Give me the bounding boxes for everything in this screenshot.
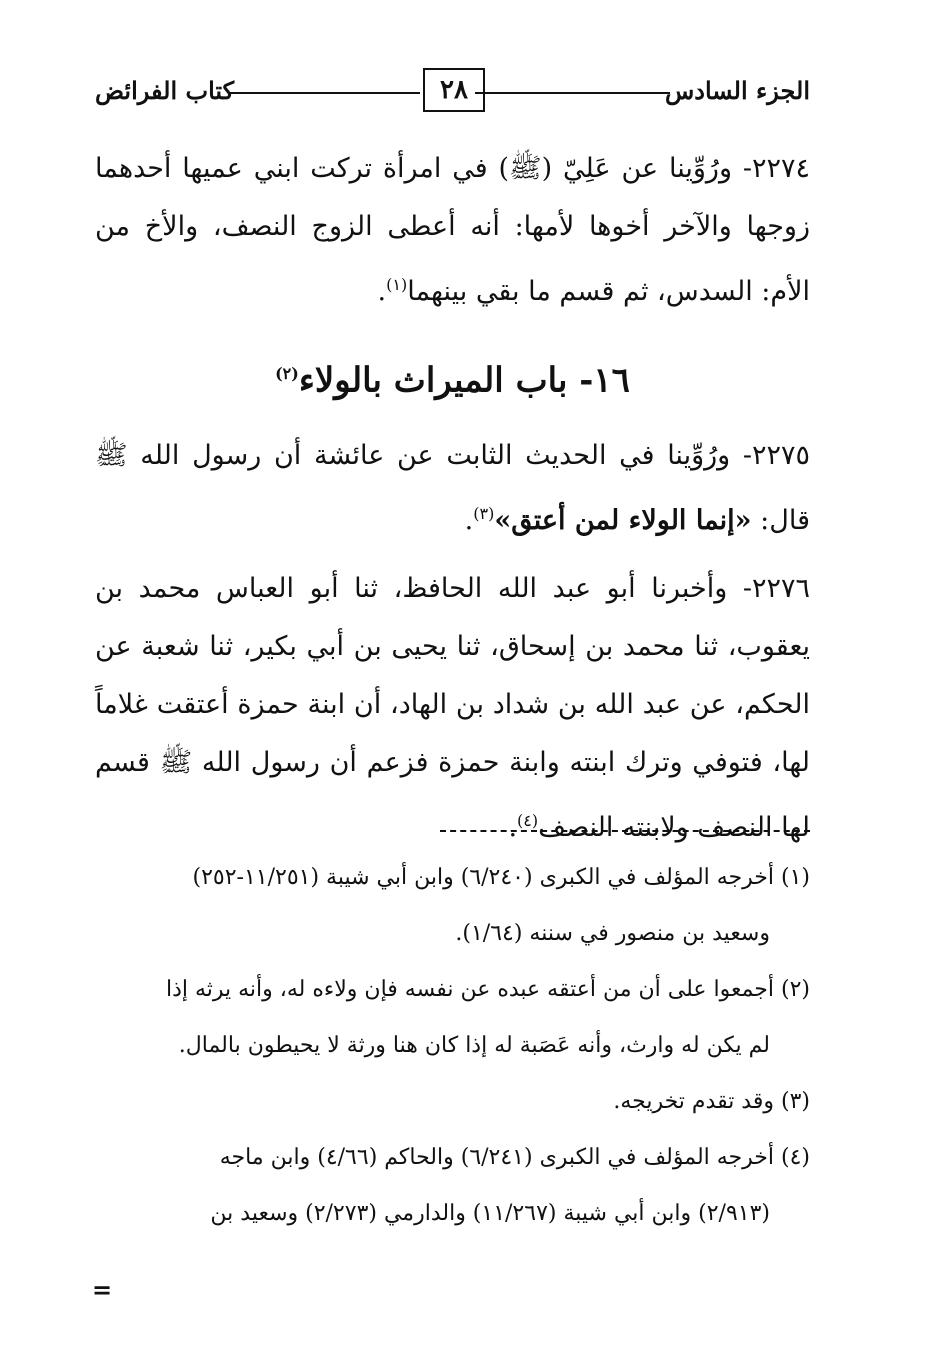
footnote-ref-1: (١) xyxy=(386,275,408,294)
hadith-2274-text: ٢٢٧٤- ورُوِّينا عن عَلِيّ (ﷺ) في امرأة تركت ابني عميها أحدهما زوجها والآخر أخوها لأمها: أنه أعطى الزوج النصف، والأخ من الأم: السدس، ثم قسم ما بقي بينهما xyxy=(95,153,810,307)
footnote-separator xyxy=(440,830,810,832)
hadith-2275-end: . xyxy=(464,505,474,537)
footnote-1-line-1: (١) أخرجه المؤلف في الكبرى (٦/٢٤٠) وابن أبي شيبة (١١/٢٥١-٢٥٢) xyxy=(192,865,810,890)
header-rule-left xyxy=(230,92,420,94)
hadith-2275 xyxy=(95,427,810,550)
hadith-2276-text: ٢٢٧٦- وأخبرنا أبو عبد الله الحافظ، ثنا أبو العباس محمد بن يعقوب، ثنا محمد بن إسحاق، ثنا يحيى بن أبي بكير، ثنا شعبة عن الحكم، عن عبد الله بن شداد بن الهاد، أن ابنة حمزة أعتقت غلاماً لها، فتوفي وترك ابنته وابنة حمزة فزعم أن رسول الله ﷺ قسم لها النصف ولابنته النصف xyxy=(95,573,810,844)
chapter-heading xyxy=(95,349,810,405)
book-title: كتاب الفرائض xyxy=(95,76,235,105)
footnote-4 xyxy=(95,1130,810,1242)
chapter-heading-text: ١٦- باب الميراث بالولاء xyxy=(298,360,630,401)
footnote-ref-2: (٢) xyxy=(275,364,299,383)
hadith-2274-end: . xyxy=(377,276,387,307)
hadith-2276-end: . xyxy=(508,812,518,844)
main-text xyxy=(95,140,810,857)
footnotes xyxy=(95,850,810,1242)
footnote-4-line-2: (٢/٩١٣) وابن أبي شيبة (١١/٢٦٧) والدارمي (٢/٢٧٣) وسعيد بن xyxy=(210,1201,770,1226)
continuation-mark: = xyxy=(92,1275,113,1304)
hadith-2275-quote: «إنما الولاء لمن أعتق» xyxy=(494,505,752,537)
header-rule-right xyxy=(475,92,670,94)
footnote-2-line-2: لم يكن له وارث، وأنه عَصَبة له إذا كان هنا ورثة لا يحيطون بالمال. xyxy=(178,1033,770,1058)
page-number: ٢٨ xyxy=(423,68,485,112)
footnote-ref-3: (٣) xyxy=(473,504,495,524)
footnote-2-line-1: (٢) أجمعوا على أن من أعتقه عبده عن نفسه فإن ولاءه له، وأنه يرثه إذا xyxy=(165,977,810,1002)
footnote-2 xyxy=(95,962,810,1074)
hadith-2275-text: ٢٢٧٥- ورُوِّينا في الحديث الثابت عن عائشة أن رسول الله ﷺ قال: xyxy=(95,440,810,537)
footnote-1 xyxy=(95,850,810,962)
part-title: الجزء السادس xyxy=(664,76,810,105)
footnote-1-line-2: وسعيد بن منصور في سننه (١/٦٤). xyxy=(455,921,770,946)
footnote-3 xyxy=(95,1074,810,1130)
page-header xyxy=(95,68,810,118)
footnote-3-text: (٣) وقد تقدم تخريجه. xyxy=(613,1089,810,1114)
footnote-ref-4: (٤) xyxy=(517,811,539,831)
footnote-4-line-1: (٤) أخرجه المؤلف في الكبرى (٦/٢٤١) والحاكم (٤/٦٦) وابن ماجه xyxy=(219,1145,810,1170)
hadith-2274 xyxy=(95,140,810,321)
hadith-2276 xyxy=(95,560,810,857)
